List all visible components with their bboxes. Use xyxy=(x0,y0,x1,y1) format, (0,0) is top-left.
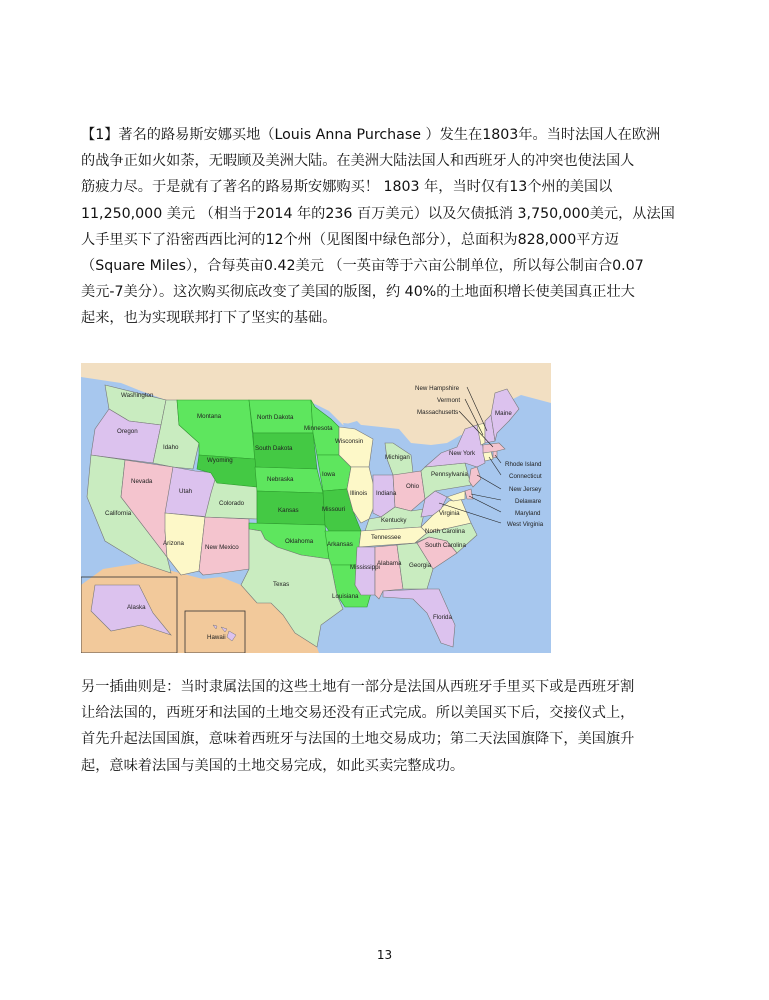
label-louisiana: Louisiana xyxy=(332,593,359,600)
label-new-mexico: New Mexico xyxy=(205,544,239,551)
label-ohio: Ohio xyxy=(406,483,420,490)
label-michigan: Michigan xyxy=(385,454,410,461)
label-north-carolina: North Carolina xyxy=(425,528,465,535)
label-georgia: Georgia xyxy=(409,562,432,569)
label-maryland: Maryland xyxy=(515,510,541,517)
label-massachusetts: Massachusetts xyxy=(417,409,459,416)
label-florida: Florida xyxy=(433,614,452,621)
label-north-dakota: North Dakota xyxy=(257,414,294,421)
text-line: 的战争正如火如荼，无暇顾及美洲大陆。在美洲大陆法国人和西班牙人的冲突也使法国人 xyxy=(81,153,635,170)
label-iowa: Iowa xyxy=(322,471,336,478)
label-virginia: Virginia xyxy=(439,510,460,517)
label-missouri: Missouri xyxy=(322,506,346,513)
label-idaho: Idaho xyxy=(163,444,179,451)
text-line: 起来，也为实现联邦打下了坚实的基础。 xyxy=(81,310,337,327)
label-maine: Maine xyxy=(495,410,512,417)
text-line: 另一插曲则是：当时隶属法国的这些土地有一部分是法国从西班牙手里买下或是西班牙割 xyxy=(81,679,635,695)
label-hawaii: Hawaii xyxy=(207,634,226,641)
label-new-hampshire: New Hampshire xyxy=(415,385,460,392)
text-line: 人手里买下了沿密西西比河的12个州（见图图中绿色部分），总面积为828,000平方迈 xyxy=(81,231,619,248)
state-arkansas xyxy=(325,531,361,565)
label-nebraska: Nebraska xyxy=(267,476,294,483)
state-mississippi xyxy=(355,547,375,595)
label-nevada: Nevada xyxy=(131,478,153,485)
text-line: 11,250,000 美元 （相当于2014 年的236 百万美元）以及欠债抵消 3,750,000美元，从法国 xyxy=(81,205,675,222)
text-line: 让给法国的，西班牙和法国的土地交易还没有正式完成。所以美国买下后，交接仪式上， xyxy=(81,705,635,722)
paragraph-louisiana-purchase xyxy=(81,122,693,332)
label-oklahoma: Oklahoma xyxy=(285,538,314,545)
label-west-virginia: West Virginia xyxy=(507,521,544,528)
label-washington: Washington xyxy=(121,392,154,399)
label-alaska: Alaska xyxy=(127,604,146,611)
label-california: California xyxy=(105,510,132,517)
label-pennsylvania: Pennsylvania xyxy=(431,471,468,478)
label-connecticut: Connecticut xyxy=(509,473,542,480)
label-utah: Utah xyxy=(179,488,193,495)
label-new-jersey: New Jersey xyxy=(509,486,542,493)
paragraph-flag-anecdote xyxy=(81,674,693,779)
label-kentucky: Kentucky xyxy=(381,517,407,524)
label-colorado: Colorado xyxy=(219,500,245,507)
label-new-york: New York xyxy=(449,450,476,457)
us-map-figure xyxy=(81,363,551,653)
label-texas: Texas xyxy=(273,581,290,588)
label-wisconsin: Wisconsin xyxy=(335,438,364,445)
label-arizona: Arizona xyxy=(163,540,184,547)
label-montana: Montana xyxy=(197,413,222,420)
label-mississippi: Mississippi xyxy=(350,564,380,571)
label-indiana: Indiana xyxy=(376,490,397,497)
label-vermont: Vermont xyxy=(437,397,461,404)
label-minnesota: Minnesota xyxy=(304,425,333,432)
text-line: 首先升起法国国旗，意味着西班牙与法国的土地交易成功；第二天法国旗降下，美国旗升 xyxy=(81,731,635,748)
label-oregon: Oregon xyxy=(117,428,138,435)
label-south-dakota: South Dakota xyxy=(255,445,293,452)
page-number: 13 xyxy=(376,948,393,962)
text-line: 起，意味着法国与美国的土地交易完成，如此买卖完整成功。 xyxy=(81,757,465,774)
text-line: 筋疲力尽。于是就有了著名的路易斯安娜购买！ 1803 年，当时仅有13个州的美国以 xyxy=(81,179,613,196)
label-wyoming: Wyoming xyxy=(207,457,233,464)
label-delaware: Delaware xyxy=(515,498,542,505)
label-tennessee: Tennessee xyxy=(371,534,401,541)
text-line: 【1】著名的路易斯安娜买地（Louis Anna Purchase ）发生在1803年。当时法国人在欧洲 xyxy=(81,127,661,143)
text-line: 美元-7美分）。这次购买彻底改变了美国的版图，约 40%的土地面积增长使美国真正壮大 xyxy=(81,284,635,301)
label-south-carolina: South Carolina xyxy=(425,542,466,549)
label-rhode-island: Rhode Island xyxy=(505,461,542,468)
label-illinois: Illinois xyxy=(350,490,368,497)
text-line: （Square Miles），合每英亩0.42美元 （一英亩等于六亩公制单位，所以每公制亩合0.07 xyxy=(81,258,644,275)
label-arkansas: Arkansas xyxy=(327,541,353,548)
label-alabama: Alabama xyxy=(377,560,402,567)
label-kansas: Kansas xyxy=(278,507,299,514)
